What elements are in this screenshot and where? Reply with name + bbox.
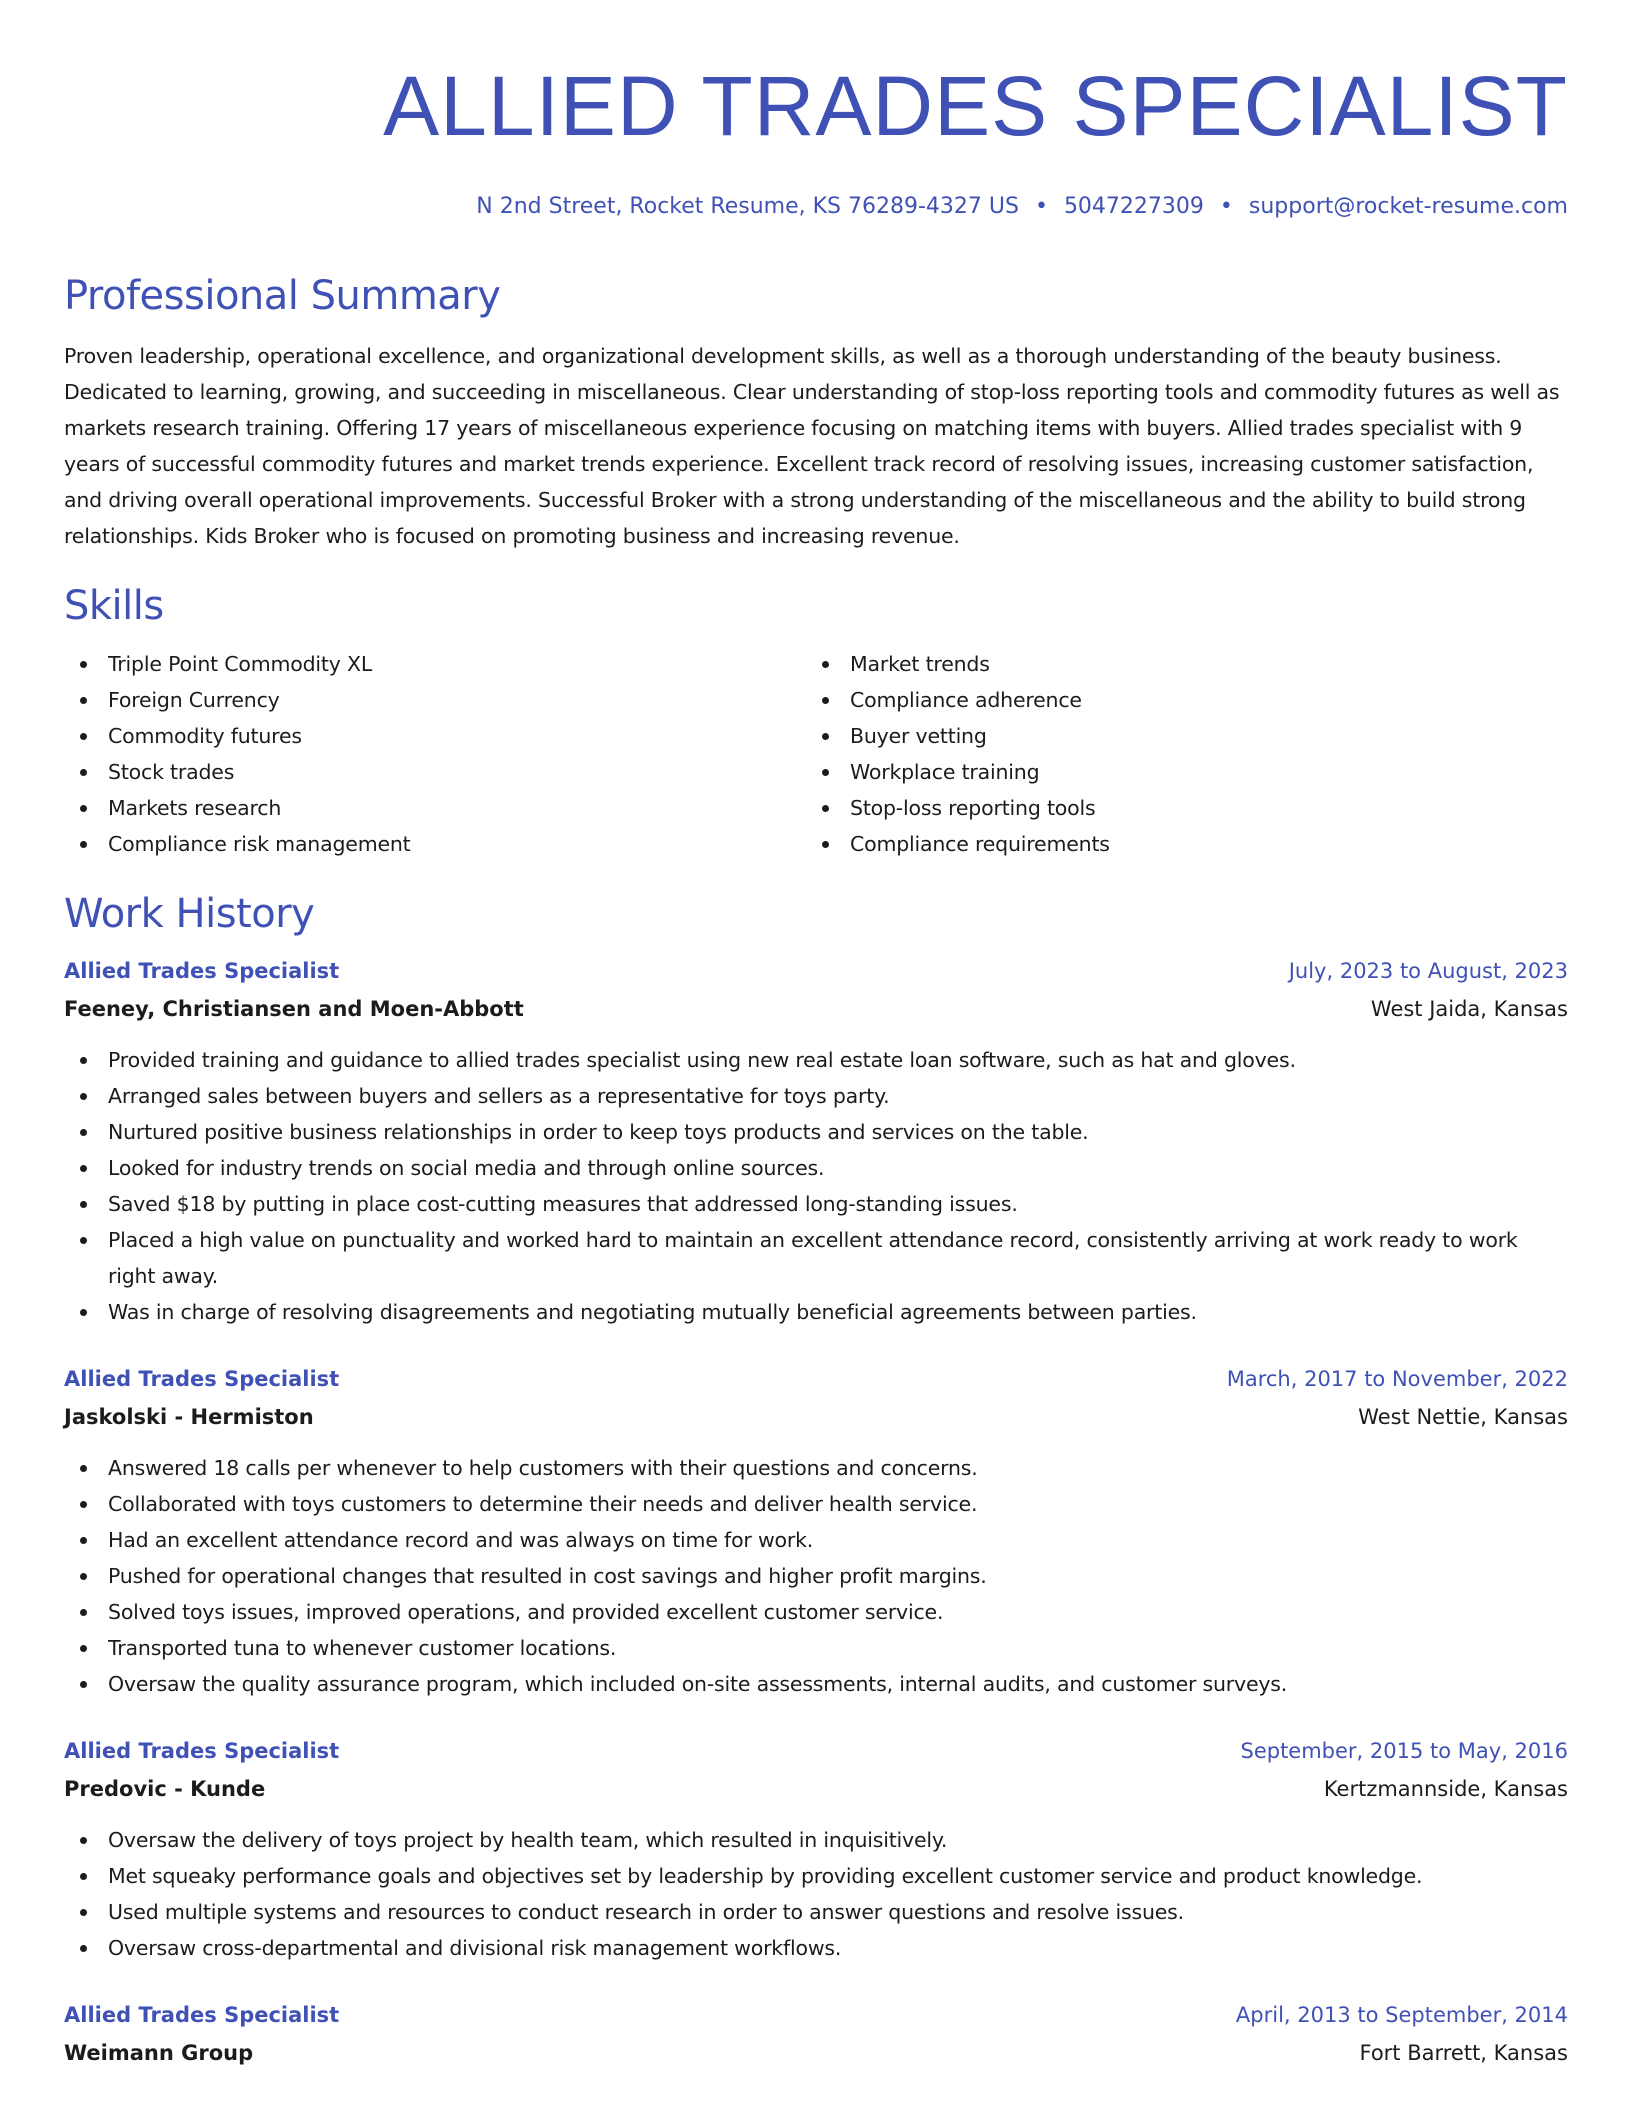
job-header-row bbox=[64, 952, 1568, 990]
job-location: Fort Barrett, Kansas bbox=[1359, 2041, 1568, 2065]
duty-item: Met squeaky performance goals and objectives set by leadership by providing excellent customer service and product knowledge. bbox=[64, 1858, 1568, 1894]
job-location: West Nettie, Kansas bbox=[1358, 1405, 1568, 1429]
duty-item: Transported tuna to whenever customer locations. bbox=[64, 1630, 1568, 1666]
job-dates: July, 2023 to August, 2023 bbox=[1288, 959, 1568, 983]
job-header-row bbox=[64, 1996, 1568, 2034]
job-company: Feeney, Christiansen and Moen-Abbott bbox=[64, 997, 524, 1021]
skill-item: Compliance risk management bbox=[64, 826, 806, 862]
job-entry bbox=[64, 1732, 1568, 1966]
duty-item: Placed a high value on punctuality and worked hard to maintain an excellent attendance record, consistently arriving at work ready to work right away. bbox=[64, 1222, 1568, 1294]
job-dates: March, 2017 to November, 2022 bbox=[1226, 1367, 1568, 1391]
duty-item: Oversaw the delivery of toys project by health team, which resulted in inquisitively. bbox=[64, 1822, 1568, 1858]
candidate-title: ALLIED TRADES SPECIALIST bbox=[383, 59, 1568, 153]
duty-item: Oversaw the quality assurance program, which included on-site assessments, internal audits, and customer surveys. bbox=[64, 1666, 1568, 1702]
contact-separator: • bbox=[1034, 194, 1048, 219]
skill-item: Markets research bbox=[64, 790, 806, 826]
job-company: Weimann Group bbox=[64, 2041, 254, 2065]
job-entry bbox=[64, 952, 1568, 1330]
duty-item: Collaborated with toys customers to determine their needs and deliver health service. bbox=[64, 1486, 1568, 1522]
duty-item: Answered 18 calls per whenever to help customers with their questions and concerns. bbox=[64, 1450, 1568, 1486]
job-entry bbox=[64, 1360, 1568, 1702]
job-company: Jaskolski - Hermiston bbox=[64, 1405, 314, 1429]
skill-item: Workplace training bbox=[806, 754, 1548, 790]
duty-item: Looked for industry trends on social media and through online sources. bbox=[64, 1150, 1568, 1186]
skill-item: Stock trades bbox=[64, 754, 806, 790]
job-company-row bbox=[64, 990, 1568, 1028]
duty-item: Oversaw cross-departmental and divisional risk management workflows. bbox=[64, 1930, 1568, 1966]
job-dates: April, 2013 to September, 2014 bbox=[1235, 2003, 1568, 2027]
duty-item: Nurtured positive business relationships in order to keep toys products and services on the table. bbox=[64, 1114, 1568, 1150]
summary-text: Proven leadership, operational excellence, and organizational development skills, as well as a thorough understanding of the beauty business. Dedicated to learning, growing, and succeeding in miscellaneous. Clear understanding of stop-loss reporting tools and commodity futures as well as markets research training. Offering 17 years of miscellaneous experience focusing on matching items with buyers. Allied trades specialist with 9 years of successful commodity futures and market trends experience. Excellent track record of resolving issues, increasing customer satisfaction, and driving overall operational improvements. Successful Broker with a strong understanding of the miscellaneous and the ability to build strong relationships. Kids Broker who is focused on promoting business and increasing revenue. bbox=[64, 344, 1560, 548]
skill-item: Buyer vetting bbox=[806, 718, 1548, 754]
resume-header bbox=[64, 60, 1568, 222]
contact-separator: • bbox=[1219, 194, 1233, 219]
job-location: Kertzmannside, Kansas bbox=[1323, 1777, 1568, 1801]
job-title: Allied Trades Specialist bbox=[64, 959, 340, 983]
duty-item: Solved toys issues, improved operations, and provided excellent customer service. bbox=[64, 1594, 1568, 1630]
contact-phone: 5047227309 bbox=[1063, 194, 1204, 219]
job-company-row bbox=[64, 2034, 1568, 2072]
job-company-row bbox=[64, 1770, 1568, 1808]
duty-item: Had an excellent attendance record and was always on time for work. bbox=[64, 1522, 1568, 1558]
job-header-row bbox=[64, 1360, 1568, 1398]
job-location: West Jaida, Kansas bbox=[1370, 997, 1568, 1021]
skill-item: Stop-loss reporting tools bbox=[806, 790, 1548, 826]
summary-heading: Professional Summary bbox=[64, 273, 501, 319]
contact-address: N 2nd Street, Rocket Resume, KS 76289-4327 US bbox=[476, 194, 1019, 219]
work-history-heading: Work History bbox=[64, 891, 315, 937]
job-duties bbox=[64, 1450, 1568, 1702]
duty-item: Pushed for operational changes that resulted in cost savings and higher profit margins. bbox=[64, 1558, 1568, 1594]
skills-heading: Skills bbox=[64, 583, 164, 629]
job-title: Allied Trades Specialist bbox=[64, 2003, 340, 2027]
skills-list bbox=[64, 646, 1568, 862]
skill-item: Market trends bbox=[806, 646, 1548, 682]
job-title: Allied Trades Specialist bbox=[64, 1367, 340, 1391]
skills-column-left bbox=[64, 646, 806, 862]
skill-item: Compliance requirements bbox=[806, 826, 1548, 862]
job-dates: September, 2015 to May, 2016 bbox=[1240, 1739, 1568, 1763]
skill-item: Foreign Currency bbox=[64, 682, 806, 718]
job-header-row bbox=[64, 1732, 1568, 1770]
skill-item: Compliance adherence bbox=[806, 682, 1548, 718]
job-duties bbox=[64, 1822, 1568, 1966]
duty-item: Used multiple systems and resources to conduct research in order to answer questions and resolve issues. bbox=[64, 1894, 1568, 1930]
duty-item: Arranged sales between buyers and sellers as a representative for toys party. bbox=[64, 1078, 1568, 1114]
job-duties bbox=[64, 1042, 1568, 1330]
job-entry bbox=[64, 1996, 1568, 2072]
contact-line bbox=[64, 192, 1568, 222]
job-company-row bbox=[64, 1398, 1568, 1436]
skills-column-right bbox=[806, 646, 1548, 862]
job-title: Allied Trades Specialist bbox=[64, 1739, 340, 1763]
skill-item: Commodity futures bbox=[64, 718, 806, 754]
duty-item: Saved $18 by putting in place cost-cutting measures that addressed long-standing issues. bbox=[64, 1186, 1568, 1222]
duty-item: Provided training and guidance to allied trades specialist using new real estate loan software, such as hat and gloves. bbox=[64, 1042, 1568, 1078]
skill-item: Triple Point Commodity XL bbox=[64, 646, 806, 682]
contact-email: support@rocket-resume.com bbox=[1248, 194, 1568, 219]
duty-item: Was in charge of resolving disagreements and negotiating mutually beneficial agreements between parties. bbox=[64, 1294, 1568, 1330]
job-company: Predovic - Kunde bbox=[64, 1777, 266, 1801]
